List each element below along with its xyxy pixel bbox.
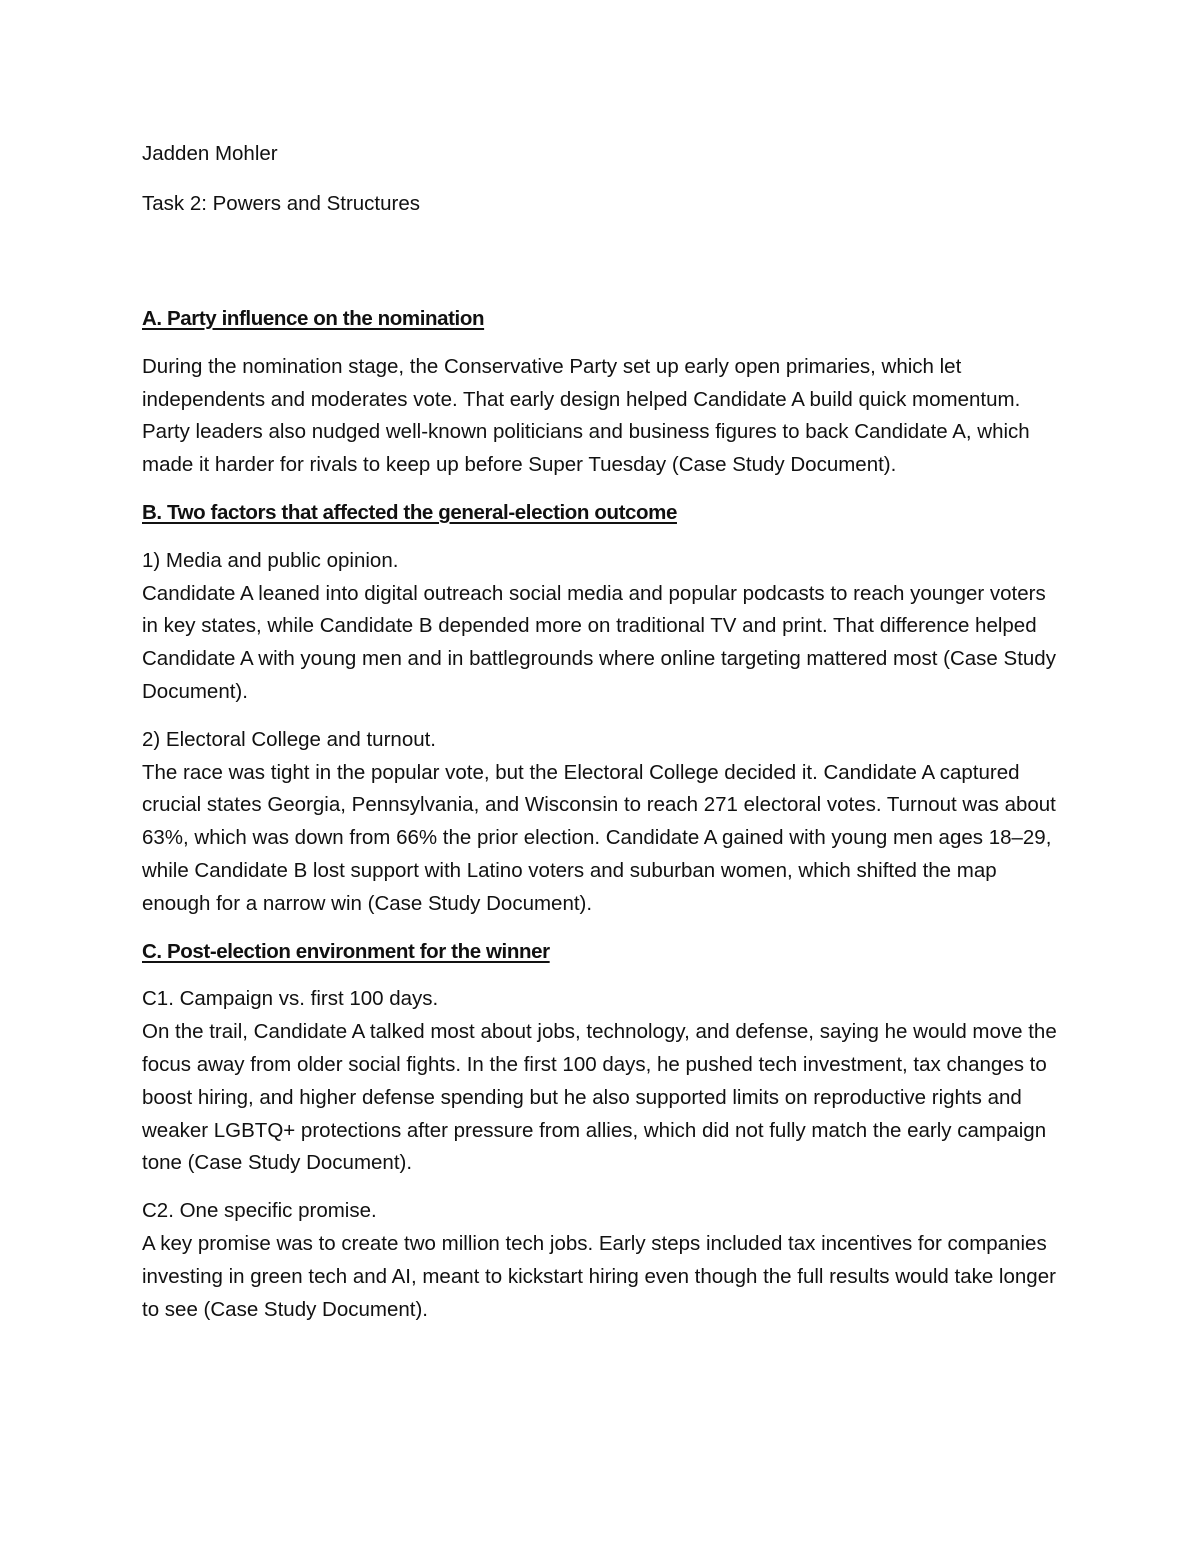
section-c2: [142, 1195, 1062, 1326]
section-c-heading: C. Post-election environment for the winner: [142, 939, 550, 963]
c2-title: C2. One specific promise.: [142, 1199, 377, 1223]
c1-title: C1. Campaign vs. first 100 days.: [142, 987, 439, 1011]
section-a-paragraph: During the nomination stage, the Conservative Party set up early open primaries, which let independents and moderates vote. That early design helped Candidate A build quick momentum. Party leaders also nudged well-known politicians and business figures to back Candidate A, which made it harder for rivals to keep up before Super Tuesday (Case Study Document).: [142, 354, 1030, 477]
c2-text: A key promise was to create two million tech jobs. Early steps included tax incentives for companies investing in green tech and AI, meant to kickstart hiring even though the full results would take longer to see (Case Study Document).: [142, 1231, 1056, 1321]
section-b-factor1: [142, 545, 1062, 709]
section-b-heading: B. Two factors that affected the general-election outcome: [142, 500, 677, 524]
task-title: Task 2: Powers and Structures: [142, 192, 421, 215]
section-c1: [142, 983, 1062, 1180]
factor1-title: 1) Media and public opinion.: [142, 548, 399, 572]
document-body: [142, 138, 1062, 1326]
factor2-text: The race was tight in the popular vote, but the Electoral College decided it. Candidate A captured crucial states Georgia, Pennsylvania, and Wisconsin to reach 271 electoral votes. Turnout was about 63%, which was down from 66% the prior election. Candidate A gained with young men ages 18–29, while Candidate B lost support with Latino voters and suburban women, which shifted the map enough for a narrow win (Case Study Document).: [142, 760, 1056, 915]
c1-text: On the trail, Candidate A talked most about jobs, technology, and defense, saying he would move the focus away from older social fights. In the first 100 days, he pushed tech investment, tax changes to boost hiring, and higher defense spending but he also supported limits on reproductive rights and weaker LGBTQ+ protections after pressure from allies, which did not fully match the early campaign tone (Case Study Document).: [142, 1020, 1057, 1175]
section-a-heading: A. Party influence on the nomination: [142, 307, 485, 330]
factor2-title: 2) Electoral College and turnout.: [142, 727, 437, 751]
factor1-text: Candidate A leaned into digital outreach social media and popular podcasts to reach younger voters in key states, while Candidate B depended more on traditional TV and print. That difference helped Candidate A with young men and in battlegrounds where online targeting mattered most (Case Study Document).: [142, 581, 1056, 703]
section-b-factor2: [142, 724, 1062, 921]
author-name: Jadden Mohler: [142, 142, 278, 165]
